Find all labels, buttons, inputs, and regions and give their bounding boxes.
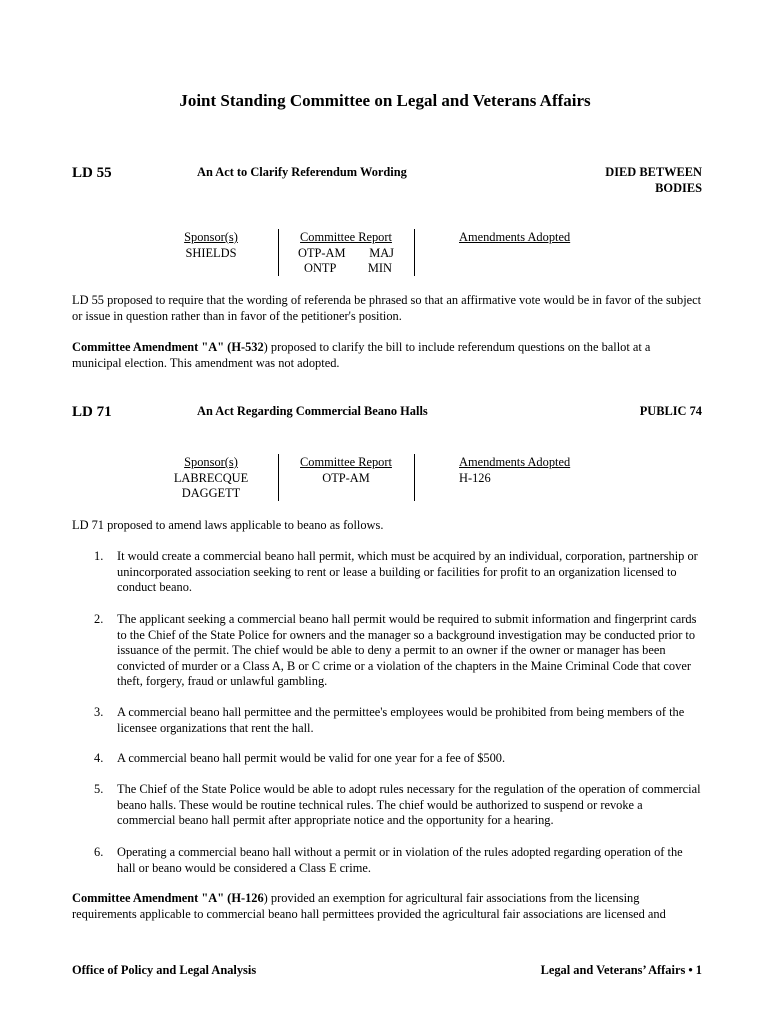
report-column bbox=[286, 455, 406, 486]
amendment-id: H-126 bbox=[231, 891, 264, 905]
item-text: It would create a commercial beano hall permit, which must be acquired by an individual, corporation, partnership or unincorporated association seeking to rent or lease a building or facilities for profit to an organization licensed to conduct beano. bbox=[117, 549, 698, 595]
sponsors-column bbox=[150, 230, 272, 261]
item-number: 5. bbox=[94, 782, 104, 796]
sponsors-column bbox=[150, 455, 272, 502]
bill-number: LD 71 bbox=[72, 404, 112, 420]
amendment-paragraph bbox=[72, 891, 702, 922]
bill-status: PUBLIC 74 bbox=[639, 404, 702, 418]
amendment-label: Committee Amendment "A" ( bbox=[72, 340, 232, 354]
amendment: H-126 bbox=[459, 470, 491, 485]
bill-number: LD 55 bbox=[72, 165, 112, 181]
amendments-column bbox=[459, 455, 570, 486]
report-value: OTP-AM bbox=[322, 470, 370, 485]
amendment-text: ) proposed to clarify the bill to include referendum questions on the ballot at a municipal election. This amendment was not adopted. bbox=[72, 340, 651, 370]
sponsor: SHIELDS bbox=[185, 245, 237, 260]
item-text: A commercial beano hall permittee and the permittee's employees would be prohibited from being members of the licensee organizations that rent the hall. bbox=[117, 705, 685, 735]
list-item bbox=[72, 612, 702, 690]
item-text: The Chief of the State Police would be able to adopt rules necessary for the regulation of the operation of commercial beano halls. These would be routine technical rules. The chief would be authorized to suspend or revoke a commercial beano hall permit after appropriate notice and the opportunity for a hearing. bbox=[117, 782, 701, 828]
item-number: 2. bbox=[94, 612, 104, 626]
page-title: Joint Standing Committee on Legal and Veterans Affairs bbox=[179, 91, 591, 110]
amendment-paragraph bbox=[72, 340, 702, 371]
sponsors-header: Sponsor(s) bbox=[184, 230, 238, 244]
item-number: 1. bbox=[94, 549, 104, 563]
bill-summary: LD 55 proposed to require that the wording of referenda be phrased so that an affirmative vote would be in favor of the subject or issue in question rather than in favor of the petitioner's position. bbox=[72, 293, 702, 323]
bill-title: An Act Regarding Commercial Beano Halls bbox=[197, 404, 428, 418]
bill-status bbox=[605, 165, 702, 196]
column-divider bbox=[278, 454, 279, 501]
amendments-header: Amendments Adopted bbox=[459, 455, 571, 469]
column-divider bbox=[278, 229, 279, 276]
item-number: 6. bbox=[94, 845, 104, 859]
item-text: A commercial beano hall permit would be valid for one year for a fee of $500. bbox=[117, 751, 506, 765]
list-item bbox=[72, 845, 702, 876]
list-item bbox=[72, 751, 702, 767]
item-text: The applicant seeking a commercial beano hall permit would be required to submit information and fingerprint cards to the Chief of the State Police for owners and the manager so a background investigation may be conducted prior to issuance of the permit. The chief would be able to deny a permit to an owner if the owner or manager has been convicted of murder or a Class A, B or C crime or a violation of the chapters in the Maine Criminal Code that cover theft, forgery, fraud or unlawful gambling. bbox=[117, 612, 697, 689]
amendments-header: Amendments Adopted bbox=[459, 230, 571, 244]
report-header: Committee Report bbox=[300, 455, 392, 469]
report-value: ONTP bbox=[304, 261, 337, 276]
column-divider bbox=[414, 229, 415, 276]
amendment-label: Committee Amendment "A" ( bbox=[72, 891, 232, 905]
footer-right: Legal and Veterans’ Affairs • 1 bbox=[540, 963, 702, 977]
item-text: Operating a commercial beano hall without a permit or in violation of the rules adopted regarding operation of the hall or beano would be considered a Class E crime. bbox=[117, 845, 683, 875]
amendments-column bbox=[459, 230, 570, 246]
item-number: 3. bbox=[94, 705, 104, 719]
report-header: Committee Report bbox=[300, 230, 392, 244]
list-item bbox=[72, 549, 702, 596]
bill-title: An Act to Clarify Referendum Wording bbox=[197, 165, 407, 179]
sponsors-header: Sponsor(s) bbox=[184, 455, 238, 469]
report-vote: MIN bbox=[367, 261, 392, 276]
report-vote: MAJ bbox=[369, 245, 394, 260]
item-number: 4. bbox=[94, 751, 104, 765]
status-line: DIED BETWEEN bbox=[605, 165, 702, 179]
sponsor: DAGGETT bbox=[181, 486, 241, 501]
amendment-id: H-532 bbox=[231, 340, 264, 354]
report-value: OTP-AM bbox=[298, 245, 346, 260]
column-divider bbox=[414, 454, 415, 501]
sponsor: LABRECQUE bbox=[173, 470, 249, 485]
list-item bbox=[72, 782, 702, 829]
report-column bbox=[286, 230, 406, 277]
amendment-text: ) provided an exemption for agricultural fair associations from the licensing requirements applicable to commercial beano hall permittees provided the agricultural fair associations are licensed and bbox=[72, 891, 666, 921]
bill-summary: LD 71 proposed to amend laws applicable to beano as follows. bbox=[72, 518, 384, 532]
footer-left: Office of Policy and Legal Analysis bbox=[72, 963, 257, 977]
list-item bbox=[72, 705, 702, 736]
status-line: BODIES bbox=[655, 180, 702, 195]
